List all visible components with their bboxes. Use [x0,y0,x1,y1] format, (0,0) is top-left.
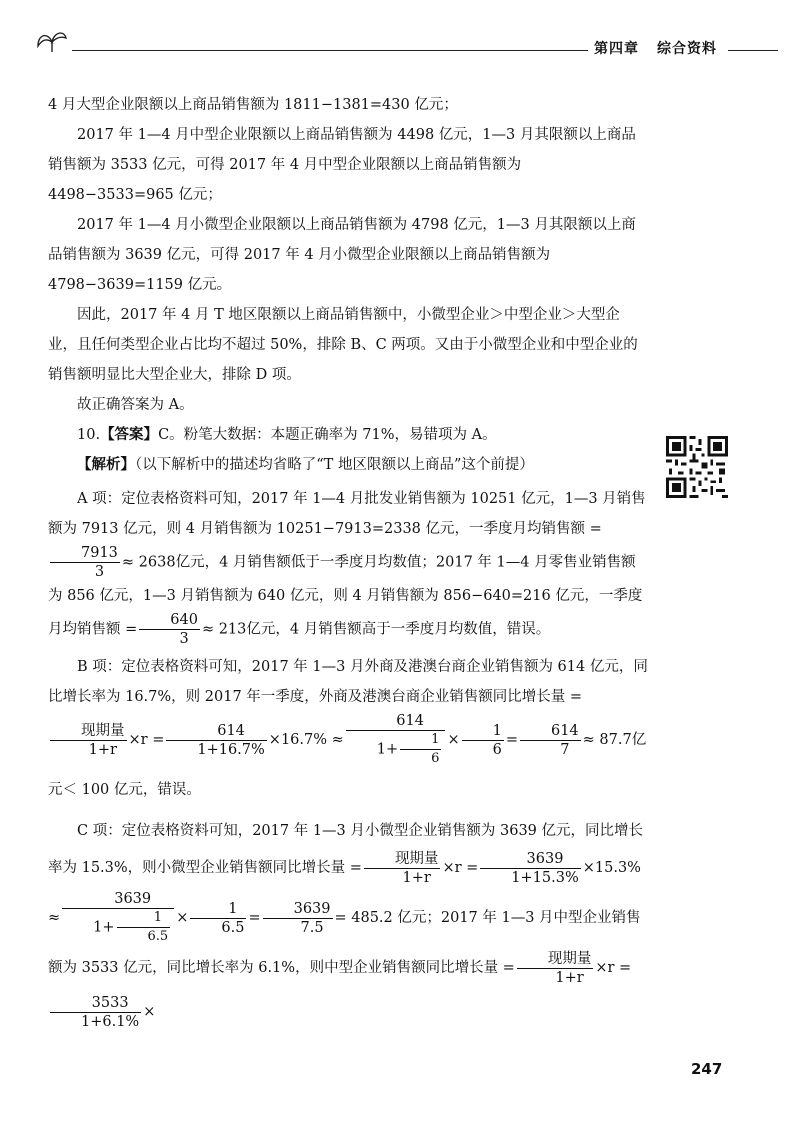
fraction-denominator: 7 [560,741,570,758]
fraction-denominator: 3 [94,564,105,580]
fraction-640-over-3 [139,611,200,648]
paragraph-4: 因此，2017 年 4 月 T 地区限额以上商品销售额中，小微型企业＞中型企业＞大型企业，且任何类型企业占比均不超过 50%，排除 B、C 两项。又由于小微型企业和中型企业的销售额明显比大型企业大，排除 D 项。 [48,307,638,383]
fraction-current-over-growth-2 [517,950,594,987]
fraction-3639-over-7-5 [263,900,333,937]
paragraph-1: 4 月大型企业限额以上商品销售额为 1811−1381=430 亿元； [48,97,458,113]
paragraph-3: 2017 年 1—4 月小微型企业限额以上商品销售额为 4798 亿元，1—3 月其限额以上商品销售额为 3639 亿元，可得 2017 年 4 月小微型企业限额以上商品销售额为 4798−3639=1159 亿元。 [48,217,636,293]
fraction-numerator: 现期量 [364,850,441,869]
option-a-text-1: A 项：定位表格资料可知，2017 年 1—4 月批发业销售额为 10251 亿元，1—3 月销售额为 7913 亿元，则 4 月销售额为 10251−7913=2338 亿元，一季度月均销售额 = [48,491,646,537]
formula-operator: × [176,910,189,926]
fraction-3639-over-rate [480,850,580,887]
fraction-denominator: 1+15.3% [511,869,579,886]
page-number: 247 [691,1060,723,1078]
page-header [28,28,778,62]
qr-code-icon[interactable] [666,436,728,498]
header-rule-left [72,50,588,51]
formula-operator: = [505,732,518,748]
fraction-numerator: 614 [520,722,581,741]
question-number: 10. [77,427,101,443]
paragraph-conclusion: 故正确答案为 A。 [77,397,194,413]
fraction-614-over-nested [346,712,446,768]
fraction-numerator: 614 [346,712,446,731]
formula-operator: × [143,1004,156,1020]
times-r: ×r = [442,860,479,876]
fraction-denominator: 1+r [402,869,431,886]
inner-fraction [117,909,171,946]
page-body [48,90,648,1034]
fraction-denominator: 6 [431,751,440,766]
fraction-denominator: 6.5 [147,929,169,944]
fraction-denominator: 1+r [88,741,117,758]
inner-fraction [400,731,441,768]
fraction-current-over-growth [364,850,441,887]
fraction-denominator: 1+r [555,969,584,986]
fraction-denominator [346,731,446,768]
option-b-analysis [48,652,648,812]
analysis-tag: 【解析】 [77,457,135,473]
fraction-denominator: 6.5 [221,919,245,936]
option-c-text-1: C 项：定位表格资料可知，2017 年 1—3 月小微型企业销售额为 3639 亿元，同比增长率为 15.3%，则小微型企业销售额同比增长量 = [48,823,643,876]
option-b-conclusion: ≈ 87.7亿元＜ 100 亿元，错误。 [48,732,647,798]
fraction-numerator: 3639 [263,900,333,919]
question-10-answer [48,420,648,450]
option-a-text-3: ≈ 213亿元，4 月销售额高于一季度月均数值，错误。 [201,621,551,638]
fraction-denominator: 6 [492,741,502,758]
answer-text: C。粉笔大数据：本题正确率为 71%，易错项为 A。 [158,427,497,443]
fraction-7913-over-3 [50,544,120,581]
header-title [594,38,735,58]
fraction-614-over-rate [166,722,266,759]
option-c-text-2: = 485.2 亿元；2017 年 1—3 月中型企业销售额为 3533 亿元，同比增长率为 6.1%，则中型企业销售额同比增长量 = [48,910,641,976]
fraction-denominator: 1+16.7% [197,741,265,758]
analysis-note: （以下解析中的描述均省略了“T 地区限额以上商品”这个前提） [135,457,534,473]
fraction-numerator: 1 [117,909,171,928]
denominator-prefix: 1+ [376,741,399,758]
fraction-numerator: 614 [166,722,266,741]
fraction-denominator: 1+6.1% [81,1013,140,1030]
answer-tag: 【答案】 [100,427,159,443]
paragraph-2: 2017 年 1—4 月中型企业限额以上商品销售额为 4498 亿元，1—3 月其限额以上商品销售额为 3533 亿元，可得 2017 年 4 月中型企业限额以上商品销售额为 4498−3533=965 亿元； [48,127,636,203]
times-r: ×r = [595,960,632,976]
sprout-icon [34,28,70,54]
fraction-3639-over-nested [62,890,174,946]
fraction-614-over-7 [520,722,581,759]
formula-operator: = [248,910,261,926]
fraction-1-over-6-5 [190,900,246,937]
formula-operator: ×15.3% ≈ [48,860,641,926]
fraction-numerator: 现期量 [517,950,594,969]
option-a-text-2: ≈ 2638亿元，4 月销售额低于一季度月均数值；2017 年 1—4 月零售业销售额为 856 亿元，1—3 月销售额为 640 亿元，则 4 月销售额为 856−640=216 亿元，一季度月均销售额 = [48,554,643,638]
chapter-label: 第四章 [594,41,639,57]
denominator-prefix: 1+ [93,919,115,936]
fraction-denominator [62,909,174,946]
section-label: 综合资料 [657,41,717,57]
formula-operator: ×16.7% ≈ [268,732,344,748]
fraction-denominator: 3 [179,631,189,647]
option-c-analysis [48,816,648,1034]
fraction-numerator: 7913 [50,544,120,563]
times-r: ×r = [128,732,165,748]
fraction-numerator: 640 [139,611,200,630]
fraction-numerator: 1 [462,722,504,741]
fraction-current-over-growth [50,722,127,759]
fraction-numerator: 3639 [480,850,580,869]
fraction-numerator: 3533 [50,994,141,1013]
fraction-denominator: 7.5 [300,919,324,936]
formula-operator: × [447,732,460,748]
fraction-numerator: 1 [190,900,246,919]
fraction-numerator: 现期量 [50,722,127,741]
fraction-3533-over-rate [50,994,141,1031]
fraction-1-over-6 [462,722,504,759]
option-b-text-1: B 项：定位表格资料可知，2017 年 1—3 月外商及港澳台商企业销售额为 614 亿元，同比增长率为 16.7%，则 2017 年一季度，外商及港澳台商企业销售额同比增长量 = [48,659,648,705]
option-a-analysis [48,484,648,648]
header-rule-right [728,50,778,51]
fraction-numerator: 1 [400,731,441,750]
fraction-numerator: 3639 [62,890,174,909]
analysis-heading [48,450,648,480]
